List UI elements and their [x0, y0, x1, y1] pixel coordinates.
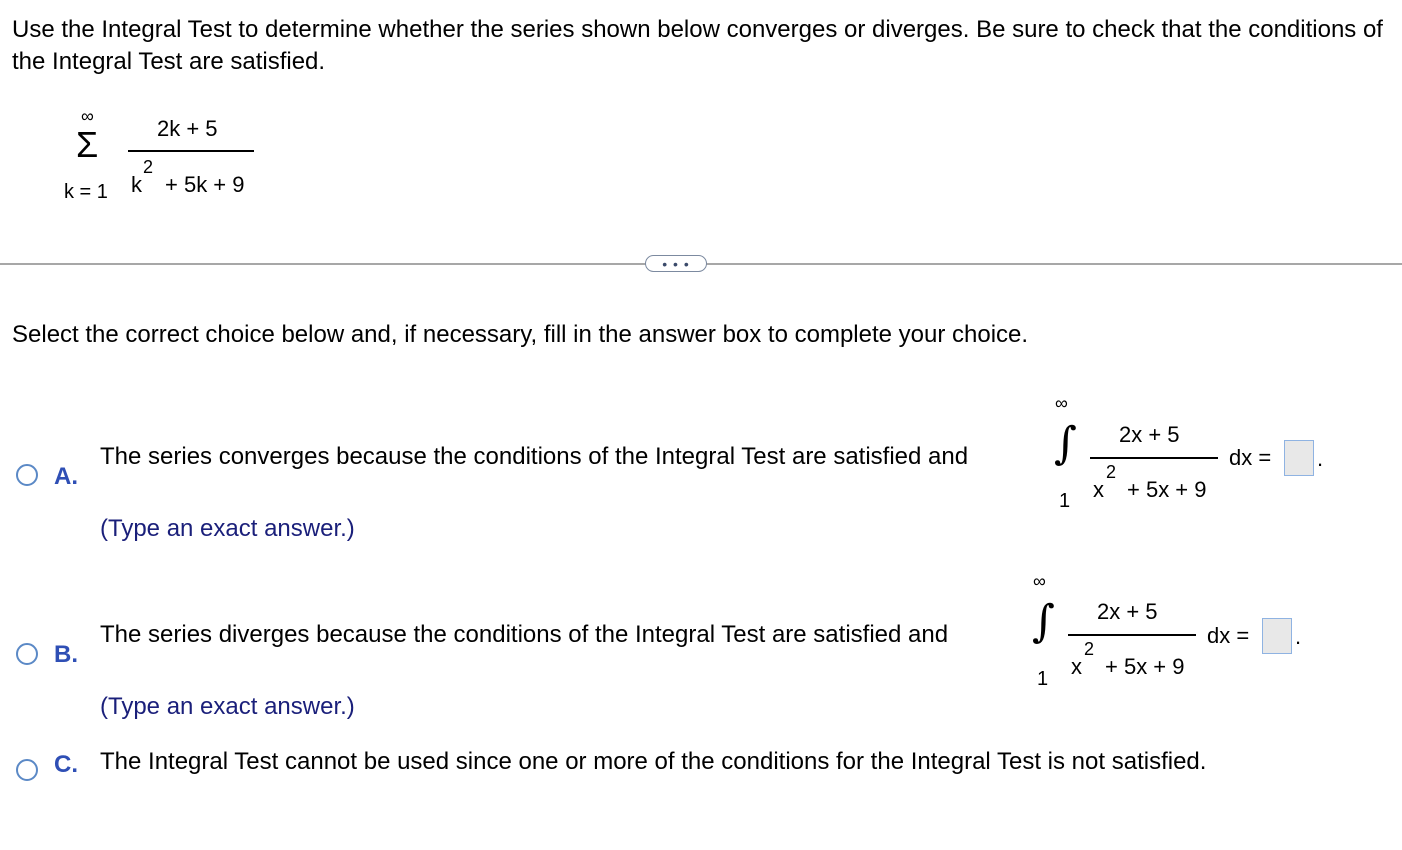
choice-b-integral-symbol: ∫: [1032, 596, 1055, 647]
choice-b-differential: dx =: [1207, 623, 1250, 648]
series-denominator-base: k: [131, 172, 142, 197]
choice-b-answer-box[interactable]: [1262, 618, 1292, 654]
choice-b-letter: B.: [54, 641, 78, 668]
choice-c-text: The Integral Test cannot be used since one or more of the conditions for the Integral Test is not satisfied.: [100, 748, 1207, 775]
choice-a-integral-numerator: 2x + 5: [1119, 422, 1180, 447]
more-options-button[interactable]: • • •: [645, 255, 707, 272]
series-lower-limit: k = 1: [64, 181, 108, 203]
choice-a-radio[interactable]: [16, 464, 38, 486]
choice-a-integral-symbol: ∫: [1054, 418, 1077, 469]
choice-c-letter: C.: [54, 751, 78, 778]
sigma-symbol: Σ: [76, 124, 99, 165]
choice-b-integral-upper: ∞: [1033, 571, 1046, 591]
choice-a-period: .: [1317, 446, 1324, 471]
choice-b-integral-lower: 1: [1037, 668, 1049, 690]
choice-a-answer-box[interactable]: [1284, 440, 1314, 476]
choice-b-integral-numerator: 2x + 5: [1097, 599, 1158, 624]
choice-a-denominator-rest: + 5x + 9: [1127, 477, 1207, 502]
series-denominator-rest: + 5k + 9: [165, 172, 245, 197]
choice-b-denominator-base: x: [1071, 654, 1082, 679]
choice-a-integral-lower: 1: [1059, 490, 1071, 512]
choice-b-fraction-bar: [1068, 634, 1196, 636]
choice-b-denominator-rest: + 5x + 9: [1105, 654, 1185, 679]
choice-a-letter: A.: [54, 463, 78, 490]
choice-c-radio[interactable]: [16, 759, 38, 781]
choice-b-hint: (Type an exact answer.): [100, 693, 355, 720]
choice-a-fraction-bar: [1090, 457, 1218, 459]
choice-a-denominator-base: x: [1093, 477, 1104, 502]
choice-b-denominator-exponent: 2: [1084, 639, 1095, 659]
question-text: Use the Integral Test to determine whether the series shown below converges or diverges. Be sure to check that the conditions of the Integral Test are satisfied.: [12, 16, 1383, 75]
choice-a-integral-upper: ∞: [1055, 393, 1068, 413]
choice-b-period: .: [1295, 624, 1302, 649]
series-fraction-bar: [128, 150, 254, 152]
choice-a-differential: dx =: [1229, 445, 1272, 470]
series-numerator: 2k + 5: [157, 116, 218, 141]
series-upper-limit: ∞: [81, 106, 94, 126]
choice-a-text: The series converges because the conditions of the Integral Test are satisfied and: [100, 443, 969, 470]
choice-a-hint: (Type an exact answer.): [100, 515, 355, 542]
series-denominator-exponent: 2: [143, 157, 154, 177]
instruction-text: Select the correct choice below and, if necessary, fill in the answer box to complete your choice.: [12, 321, 1029, 348]
choice-a-denominator-exponent: 2: [1106, 462, 1117, 482]
choice-b-text: The series diverges because the conditions of the Integral Test are satisfied and: [100, 621, 949, 648]
choice-b-radio[interactable]: [16, 643, 38, 665]
